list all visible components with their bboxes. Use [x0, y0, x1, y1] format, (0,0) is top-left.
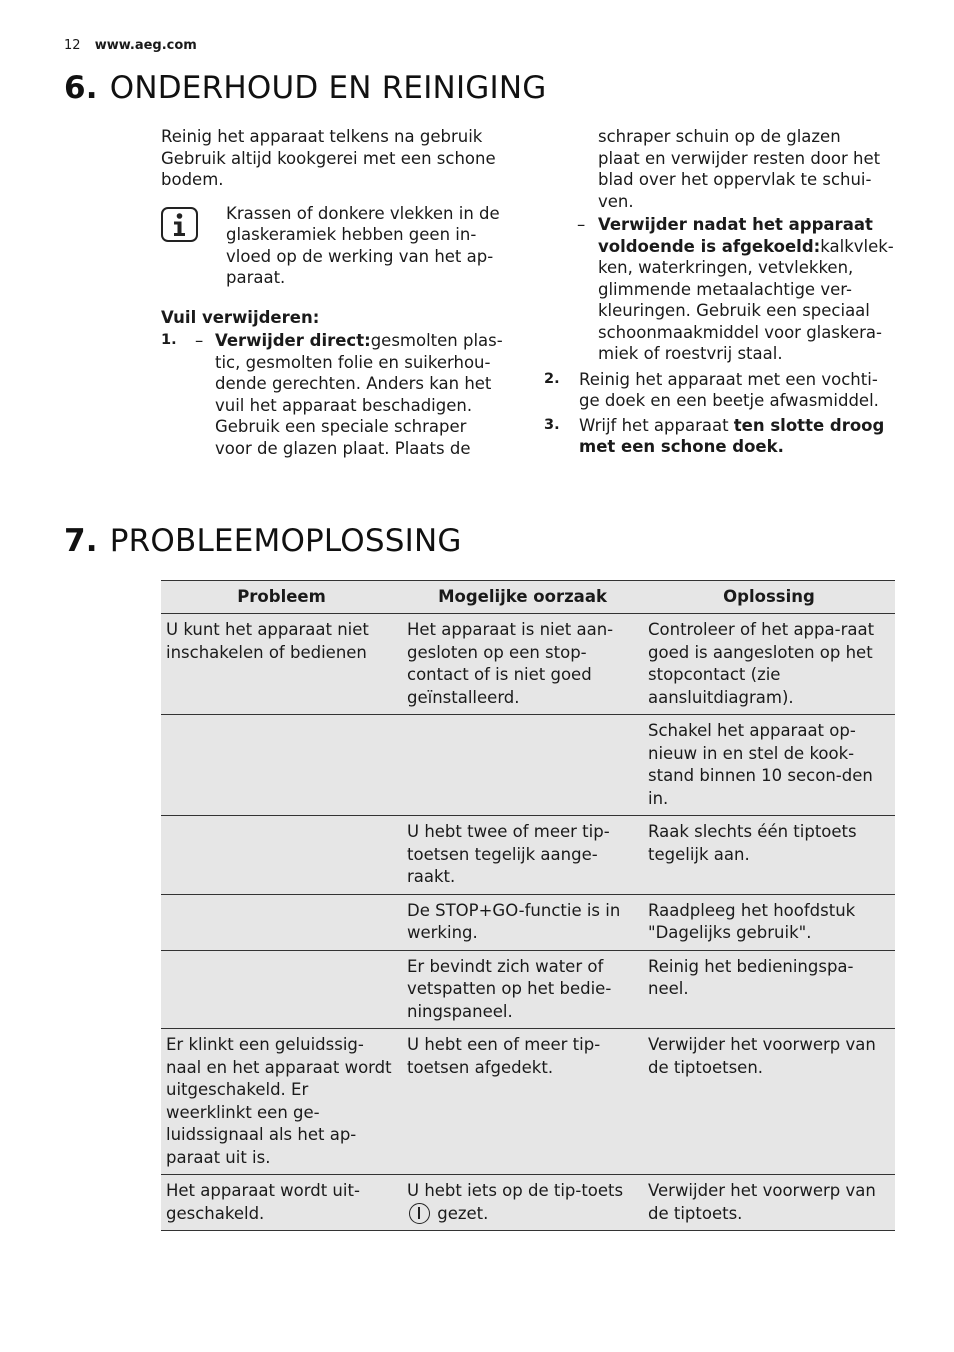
substep-bold-line: voldoende is afgekoeld: [598, 236, 821, 256]
step-1-bold: Verwijder direct: [215, 331, 371, 350]
cell-problem: U kunt het apparaat niet inschakelen of bedienen [161, 614, 402, 715]
cell-cause: De STOP+GO-functie is in werking. [402, 894, 643, 950]
step-2-line: Reinig het apparaat met een vochti- [579, 369, 878, 389]
step-3 [544, 415, 898, 458]
cell-solution: Verwijder het voorwerp van de tiptoets. [643, 1175, 895, 1231]
step-number: 2. [544, 370, 560, 387]
cell-problem: Het apparaat wordt uit-geschakeld. [161, 1175, 402, 1231]
substep-bold-line: Verwijder nadat het apparaat [598, 215, 873, 234]
cell-cause [402, 715, 643, 816]
step-1-line: vuil het apparaat beschadigen. [215, 395, 473, 415]
section-6-heading [64, 70, 546, 106]
cell-solution: Reinig het bedieningspa-neel. [643, 950, 895, 1029]
section-6-right-column [544, 126, 898, 461]
cell-problem [161, 950, 402, 1029]
step-1-line: blad over het oppervlak te schui- [598, 170, 872, 189]
table-header-row [161, 581, 895, 614]
cell-cause: Het apparaat is niet aan-gesloten op een stop-contact of is niet goed geïnstalleerd. [402, 614, 643, 715]
section-6-number: 6. [64, 70, 98, 106]
step-1-text [196, 330, 519, 459]
intro-paragraph [161, 126, 519, 191]
note-line: Krassen of donkere vlekken in de [226, 203, 500, 223]
step-number: 3. [544, 416, 560, 433]
column-header: Oplossing [643, 581, 895, 614]
header-url: www.aeg.com [94, 38, 197, 53]
step-1 [161, 330, 519, 459]
cell-solution: Verwijder het voorwerp van de tiptoetsen. [643, 1029, 895, 1175]
intro-line: bodem. [161, 170, 224, 189]
page-header [64, 38, 197, 53]
cell-problem [161, 894, 402, 950]
cell-solution: Controleer of het appa-raat goed is aangesloten op het stopcontact (zie aansluitdiagram). [643, 614, 895, 715]
dash-bullet: – [577, 215, 586, 234]
cause-text-suffix: gezet. [437, 1203, 489, 1223]
cell-cause: U hebt een of meer tip-toetsen afgedekt. [402, 1029, 643, 1175]
step-1-line: schraper schuin op de glazen [598, 127, 841, 146]
step-number: 1. [161, 332, 177, 348]
cell-cause: U hebt twee of meer tip-toetsen tegelijk aange-raakt. [402, 816, 643, 895]
step-1-line: ven. [598, 191, 634, 211]
substep-line: glimmende metaalachtige ver- [598, 279, 852, 299]
cell-solution: Raadpleeg het hoofdstuk "Dagelijks gebruik". [643, 894, 895, 950]
step-1-continued [544, 126, 898, 212]
power-icon [409, 1203, 430, 1224]
step-1-line: voor de glazen plaat. Plaats de [215, 438, 471, 458]
step-1-line: Gebruik een speciale schraper [215, 417, 467, 436]
table-row [161, 715, 895, 816]
note-line: glaskeramiek hebben geen in- [226, 225, 477, 244]
section-6-left-column [161, 126, 519, 462]
substep-line: kalkvlek- [820, 236, 894, 256]
dash-bullet: – [195, 331, 204, 350]
step-3-bold: ten slotte droog [733, 415, 885, 435]
column-header: Probleem [161, 581, 402, 614]
step-1-substep-2 [544, 214, 898, 365]
intro-line: Gebruik altijd kookgerei met een schone [161, 148, 496, 168]
substep-line: kleuringen. Gebruik een speciaal [598, 301, 870, 320]
section-7-title: PROBLEEMOPLOSSING [109, 523, 462, 559]
subheading-vuil-verwijderen: Vuil verwijderen: [161, 307, 320, 327]
step-1-line: gesmolten plas- [370, 331, 503, 350]
note-line: paraat. [226, 268, 286, 287]
intro-line: Reinig het apparaat telkens na gebruik [161, 127, 483, 146]
substep-line: ken, waterkringen, vetvlekken, [598, 258, 854, 277]
step-3-bold: met een schone doek. [579, 437, 784, 456]
page-number: 12 [64, 38, 81, 53]
cell-solution: Raak slechts één tiptoets tegelijk aan. [643, 816, 895, 895]
table-row [161, 894, 895, 950]
table-row [161, 816, 895, 895]
cell-problem [161, 816, 402, 895]
step-1-line: plaat en verwijder resten door het [598, 148, 881, 168]
substep-line: miek of roestvrij staal. [598, 344, 783, 363]
troubleshooting-table [161, 580, 895, 1231]
section-7-heading [64, 523, 462, 559]
cell-solution: Schakel het apparaat op-nieuw in en stel de kook-stand binnen 10 secon-den in. [643, 715, 895, 816]
section-7-number: 7. [64, 523, 98, 559]
step-2-line: ge doek en een beetje afwasmiddel. [579, 391, 879, 410]
table-row [161, 614, 895, 715]
section-6-title: ONDERHOUD EN REINIGING [109, 70, 547, 106]
cell-problem [161, 715, 402, 816]
step-1-line: tic, gesmolten folie en suikerhou- [215, 352, 491, 372]
cause-text: U hebt iets op de tip-toets [407, 1181, 624, 1200]
step-3-text: Wrijf het apparaat [579, 415, 734, 435]
table-row [161, 1175, 895, 1231]
note-line: vloed op de werking van het ap- [226, 246, 494, 266]
substep-line: schoonmaakmiddel voor glaskera- [598, 322, 882, 342]
table-row [161, 1029, 895, 1175]
cell-cause [402, 1175, 643, 1231]
cell-problem: Er klinkt een geluidssig-naal en het apparaat wordt uitgeschakeld. Er weerklinkt een ge-luidssignaal als het ap-paraat uit is. [161, 1029, 402, 1175]
step-2 [544, 369, 898, 412]
step-1-line: dende gerechten. Anders kan het [215, 374, 492, 393]
info-note [161, 203, 519, 289]
column-header: Mogelijke oorzaak [402, 581, 643, 614]
info-icon [161, 207, 198, 242]
table-row [161, 950, 895, 1029]
cell-cause: Er bevindt zich water of vetspatten op het bedie-ningspaneel. [402, 950, 643, 1029]
